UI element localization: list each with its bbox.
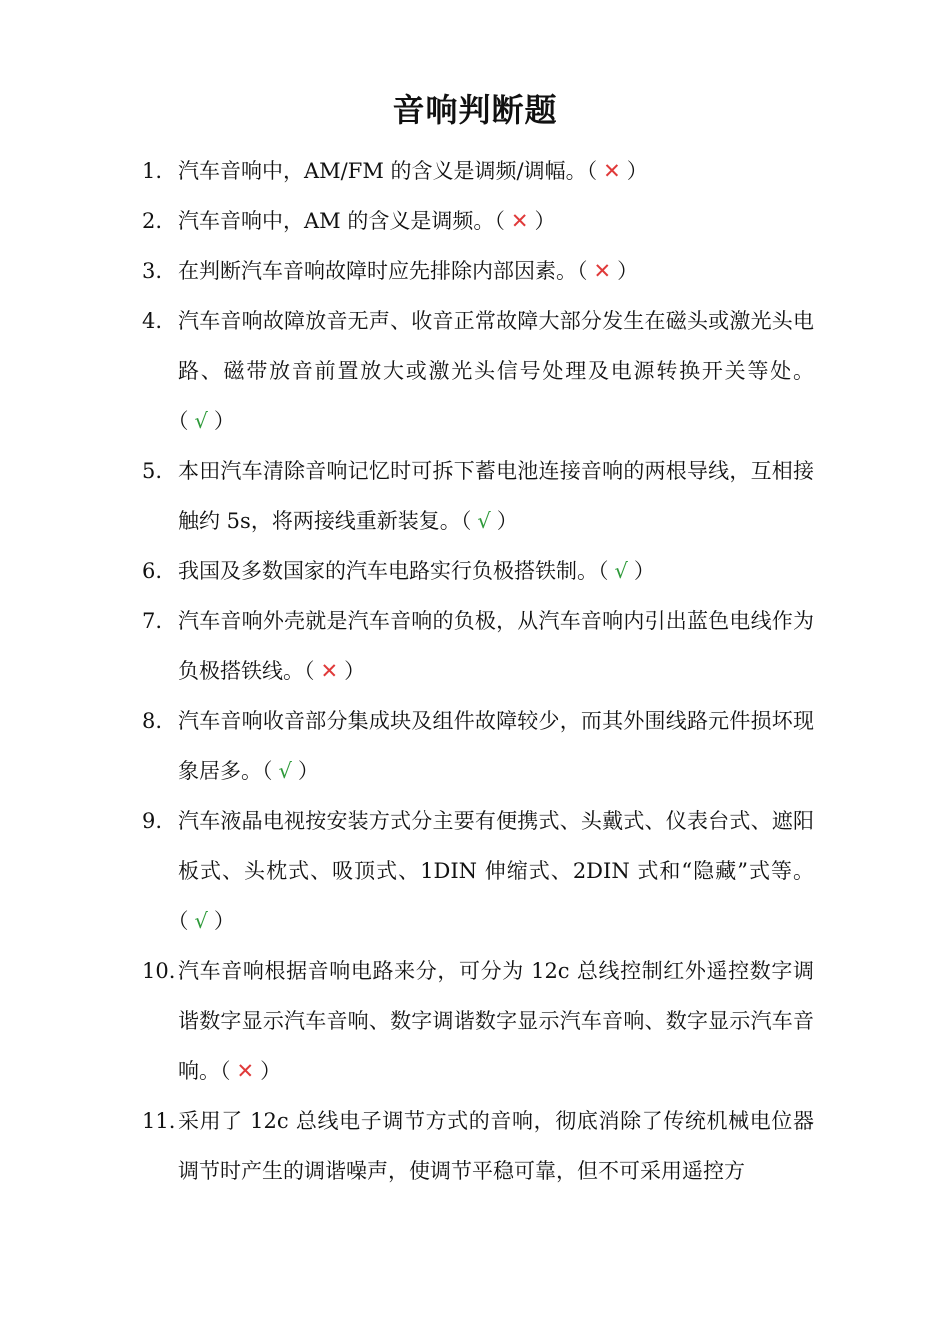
answer-bracket: （ √ ）	[178, 409, 235, 433]
question-text: 采用了 12c 总线电子调节方式的音响，彻底消除了传统机械电位器调节时产生的调谐噪声，使调节平稳可靠，但不可采用遥控方	[178, 1109, 814, 1183]
question-text: 汽车音响根据音响电路来分，可分为 12c 总线控制红外遥控数字调谐数字显示汽车音响、数字调谐数字显示汽车音响、数字显示汽车音响。	[178, 959, 814, 1083]
question-number: 9.	[142, 809, 163, 833]
question-number: 10.	[142, 959, 176, 983]
cross-mark-icon: ✕	[510, 209, 529, 233]
check-mark-icon: √	[278, 759, 292, 783]
question-text: 在判断汽车音响故障时应先排除内部因素。	[178, 259, 577, 283]
question-item	[142, 446, 814, 546]
question-number: 2.	[142, 209, 163, 233]
answer-bracket: （ ✕ ）	[304, 659, 365, 683]
question-text: 本田汽车清除音响记忆时可拆下蓄电池连接音响的两根导线，互相接触约 5s，将两接线重新装复。	[178, 459, 814, 533]
question-number: 5.	[142, 459, 163, 483]
question-item	[142, 596, 814, 696]
question-item	[142, 146, 814, 196]
answer-bracket: （ ✕ ）	[494, 209, 555, 233]
cross-mark-icon: ✕	[603, 159, 621, 183]
question-item	[142, 296, 814, 446]
question-item	[142, 796, 814, 946]
question-item	[142, 946, 814, 1096]
answer-bracket: （ ✕ ）	[577, 259, 638, 283]
answer-bracket: （ √ ）	[598, 559, 655, 583]
question-number: 1.	[142, 159, 163, 183]
question-text: 汽车音响故障放音无声、收音正常故障大部分发生在磁头或激光头电路、磁带放音前置放大或激光头信号处理及电源转换开关等处。	[178, 309, 814, 383]
answer-bracket: （ ✕ ）	[220, 1059, 281, 1083]
question-item	[142, 696, 814, 796]
question-text: 汽车音响外壳就是汽车音响的负极，从汽车音响内引出蓝色电线作为负极搭铁线。	[178, 609, 814, 683]
question-item	[142, 1096, 814, 1196]
answer-bracket: （ √ ）	[461, 509, 518, 533]
answer-bracket: （ √ ）	[262, 759, 319, 783]
cross-mark-icon: ✕	[593, 259, 612, 283]
question-number: 7.	[142, 609, 163, 633]
cross-mark-icon: ✕	[236, 1059, 255, 1083]
question-item	[142, 546, 814, 596]
check-mark-icon: √	[194, 909, 208, 933]
question-number: 3.	[142, 259, 163, 283]
question-number: 6.	[142, 559, 163, 583]
cross-mark-icon: ✕	[320, 659, 339, 683]
question-item	[142, 196, 814, 246]
question-list	[142, 146, 814, 1196]
page-title: 音响判断题	[392, 91, 558, 129]
question-text: 汽车音响中，AM 的含义是调频。	[178, 209, 495, 233]
question-text: 我国及多数国家的汽车电路实行负极搭铁制。	[178, 559, 598, 583]
question-number: 8.	[142, 709, 163, 733]
answer-bracket: （ √ ）	[178, 909, 235, 933]
check-mark-icon: √	[477, 509, 491, 533]
question-number: 4.	[142, 309, 163, 333]
question-text: 汽车音响收音部分集成块及组件故障较少，而其外围线路元件损坏现象居多。	[178, 709, 814, 783]
question-item	[142, 246, 814, 296]
question-text: 汽车音响中，AM/FM 的含义是调频/调幅。	[178, 159, 587, 183]
check-mark-icon: √	[614, 559, 628, 583]
answer-bracket: （ ✕ ）	[587, 159, 648, 183]
check-mark-icon: √	[194, 409, 208, 433]
question-number: 11.	[142, 1109, 176, 1133]
question-text: 汽车液晶电视按安装方式分主要有便携式、头戴式、仪表台式、遮阳板式、头枕式、吸顶式、1DIN 伸缩式、2DIN 式和“隐藏”式等。	[178, 809, 814, 883]
